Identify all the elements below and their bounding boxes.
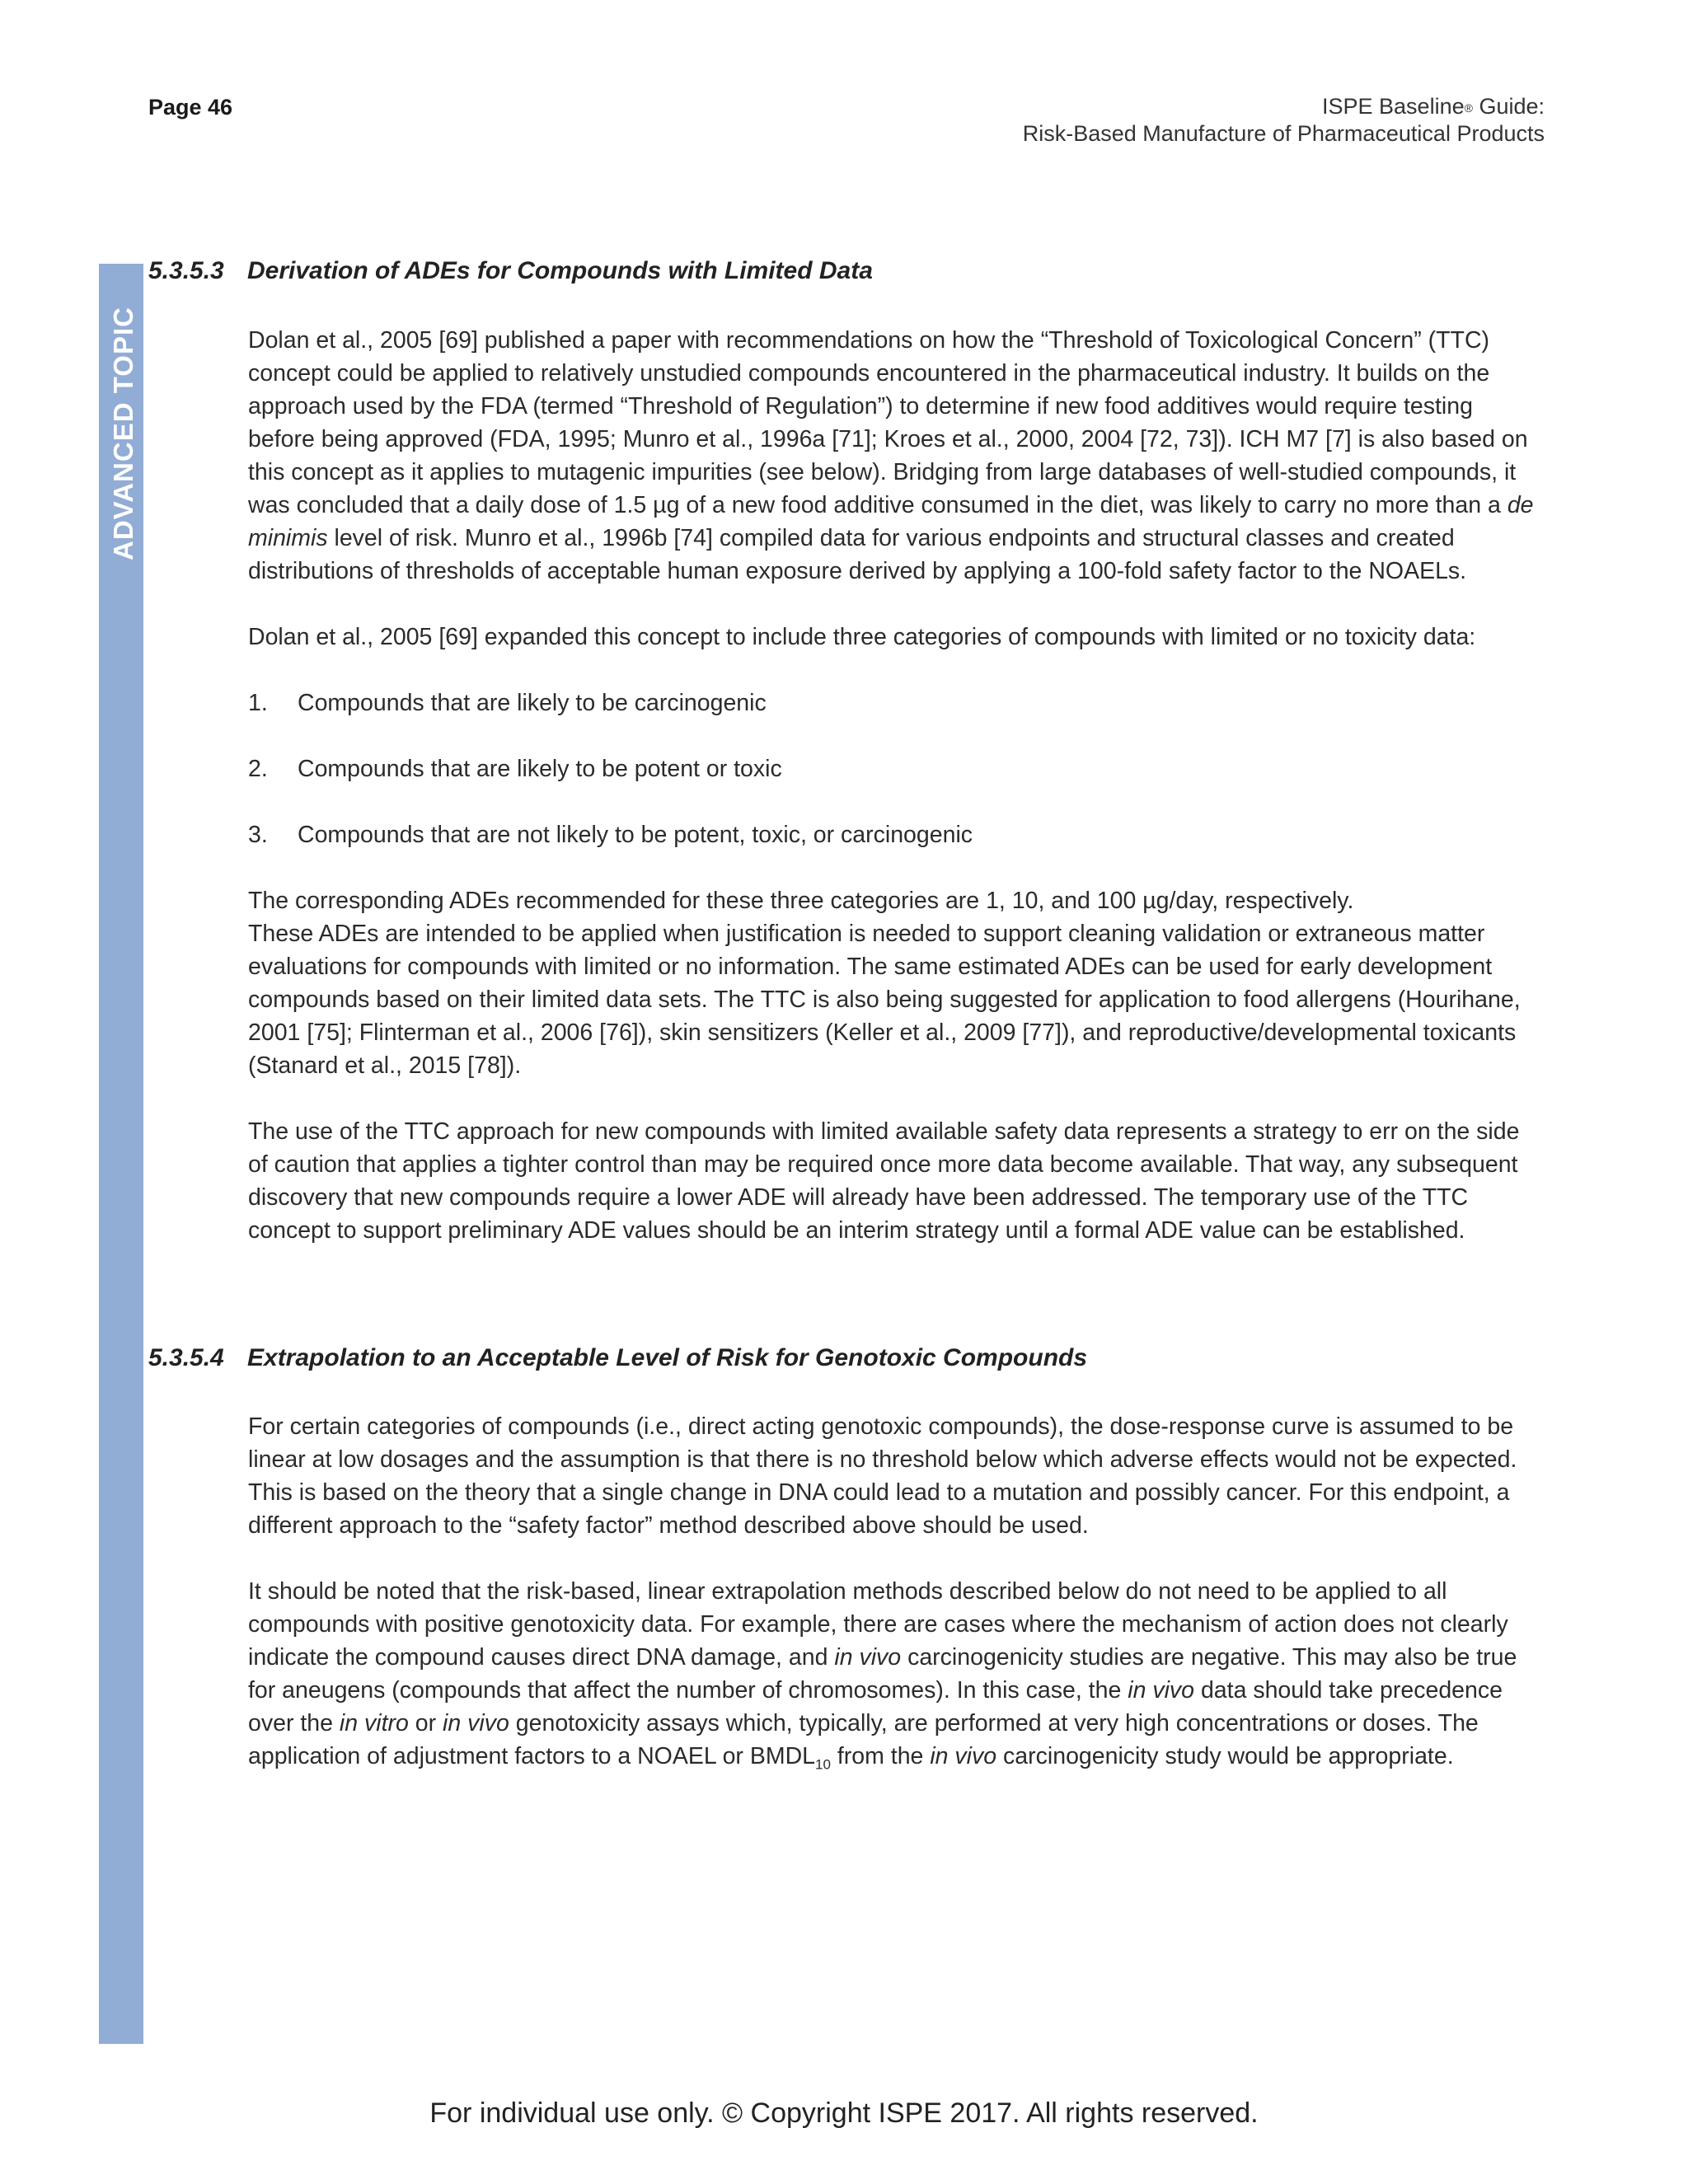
section-body-5-3-5-4 — [248, 1410, 1542, 1815]
section-heading-5-3-5-3 — [148, 257, 1550, 285]
paragraph: The use of the TTC approach for new compounds with limited available safety data represents a strategy to err on the side of caution that applies a tighter control than may be required once more data become available. That way, any subsequent discovery that new compounds require a lower ADE will already have been addressed. The temporary use of the TTC concept to support preliminary ADE values should be an interim strategy until a formal ADE value can be established. — [248, 1118, 1520, 1244]
paragraph: For certain categories of compounds (i.e., direct acting genotoxic compounds), the dose-response curve is assumed to be linear at low dosages and the assumption is that there is no threshold below which adverse effects would not be expected. This is based on the theory that a single change in DNA could lead to a mutation and possibly cancer. For this endpoint, a different approach to the “safety factor” method described above should be used. — [248, 1413, 1517, 1539]
section-number: 5.3.5.4 — [148, 1344, 224, 1371]
section-title: Extrapolation to an Acceptable Level of Risk for Genotoxic Compounds — [247, 1344, 1088, 1371]
sidebar-label: ADVANCED TOPIC — [108, 307, 138, 560]
paragraph: The corresponding ADEs recommended for these three categories are 1, 10, and 100 µg/day, respectively. These ADEs are intended to be applied when justification is needed to support cleaning validation or extraneous matter evaluations for compounds with limited or no information. The same estimated ADEs can be used for early development compounds based on their limited data sets. The TTC is also being suggested for application to food allergens (Hourihane, 2001 [75]; Flinterman et al., 2006 [76]), skin sensitizers (Keller et al., 2009 [77]), and reproductive/developmental toxicants (Stanard et al., 2015 [78]). — [248, 888, 1521, 1079]
page-number: Page 46 — [148, 95, 233, 120]
copyright-footer: For individual use only. © Copyright ISPE 2017. All rights reserved. — [429, 2097, 1259, 2129]
list-item: 3. Compounds that are not likely to be potent, toxic, or carcinogenic — [248, 822, 973, 848]
paragraph: Dolan et al., 2005 [69] expanded this concept to include three categories of compounds with limited or no toxicity data: — [248, 624, 1476, 650]
advanced-topic-sidebar — [99, 264, 143, 2044]
paragraph: Dolan et al., 2005 [69] published a paper with recommendations on how the “Threshold of Toxicological Concern” (TTC) concept could be applied to relatively unstudied compounds encountered in the pharmaceutical industry. It builds on the approach used by the FDA (termed “Threshold of Regulation”) to determine if new food additives would require testing before being approved (FDA, 1995; Munro et al., 1996a [71]; Kroes et al., 2000, 2004 [72, 73]). ICH M7 [7] is also based on this concept as it applies to mutagenic impurities (see below). Bridging from large databases of well-studied compounds, it was concluded that a daily dose of 1.5 µg of a new food additive consumed in the diet, was likely to carry no more than a de minimis level of risk. Munro et al., 1996b [74] compiled data for various endpoints and structural classes and created distributions of thresholds of acceptable human exposure derived by applying a 100-fold safety factor to the NOAELs. — [248, 327, 1534, 584]
guide-title: ISPE Baseline® Guide: — [1322, 94, 1545, 119]
list-item: 2. Compounds that are likely to be potent or toxic — [248, 756, 782, 782]
guide-subtitle: Risk-Based Manufacture of Pharmaceutical Products — [1022, 121, 1545, 146]
running-header — [638, 93, 1545, 148]
section-title: Derivation of ADEs for Compounds with Limited Data — [247, 257, 873, 284]
section-body-5-3-5-3 — [248, 324, 1542, 1280]
paragraph: It should be noted that the risk-based, linear extrapolation methods described below do not need to be applied to all compounds with positive genotoxicity data. For example, there are cases where the mechanism of action does not clearly indicate the compound causes direct DNA damage, and in vivo carcinogenicity studies are negative. This may also be true for aneugens (compounds that affect the number of chromosomes). In this case, the in vivo data should take precedence over the in vitro or in vivo genotoxicity assays which, typically, are performed at very high concentrations or doses. The application of adjustment factors to a NOAEL or $BMDL_{10}$ from the in vivo carcinogenicity study would be appropriate. — [248, 1578, 1517, 1773]
list-item: 1. Compounds that are likely to be carcinogenic — [248, 690, 767, 716]
section-heading-5-3-5-4 — [148, 1344, 1550, 1372]
section-number: 5.3.5.3 — [148, 257, 224, 284]
